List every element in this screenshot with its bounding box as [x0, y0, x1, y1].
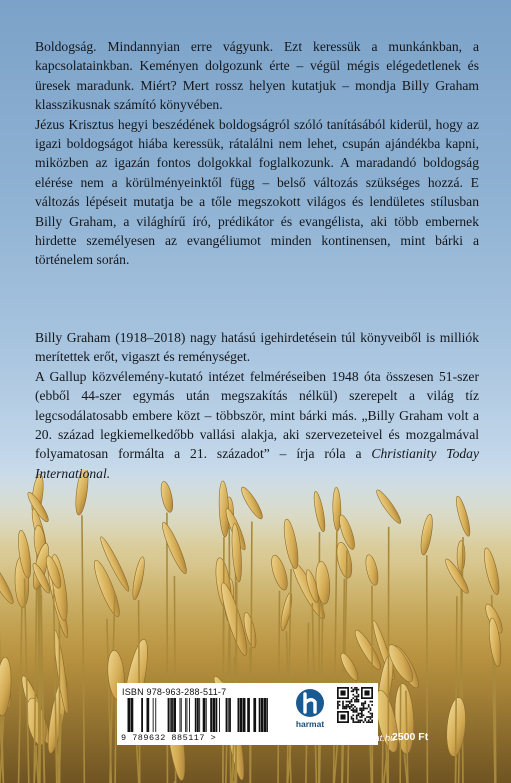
qr-module — [363, 714, 365, 716]
qr-module — [361, 720, 363, 722]
barcode-bar — [195, 698, 197, 732]
qr-module — [337, 702, 339, 704]
barcode-bar — [170, 698, 171, 732]
qr-module — [356, 699, 358, 701]
barcode-bar — [168, 698, 170, 732]
publisher-name: harmat — [295, 719, 325, 729]
barcode-bar — [267, 698, 268, 732]
publisher-website: www.harmat.hu — [330, 733, 396, 744]
publisher-logo — [285, 686, 335, 742]
wheat-stem — [223, 537, 224, 783]
qr-module — [370, 701, 372, 703]
qr-module — [356, 696, 358, 698]
qr-module — [337, 706, 339, 708]
qr-module — [351, 706, 353, 708]
qr-module — [356, 687, 358, 689]
qr-module — [351, 690, 353, 692]
qr-module — [351, 718, 353, 720]
barcode-bar — [212, 698, 215, 732]
qr-module — [370, 713, 372, 715]
barcode-bar — [171, 698, 173, 732]
qr-module — [342, 701, 344, 703]
qr-module — [349, 702, 351, 704]
qr-module — [347, 706, 349, 708]
qr-module — [361, 711, 363, 713]
barcode-bar — [203, 698, 206, 732]
source-italic-text: Christianity Today International. — [35, 446, 480, 481]
qr-module — [354, 701, 356, 703]
barcode-bar — [185, 698, 186, 732]
barcode-bar — [229, 698, 231, 732]
qr-module — [356, 716, 358, 718]
qr-module — [368, 716, 370, 718]
qr-module — [363, 709, 365, 711]
qr-module — [352, 721, 354, 723]
qr-module — [354, 689, 356, 691]
barcode-bar — [187, 698, 188, 732]
qr-module — [361, 713, 363, 715]
qr-module — [356, 714, 358, 716]
qr-module — [351, 701, 353, 703]
barcode-bar — [141, 698, 143, 732]
qr-module — [349, 706, 351, 708]
barcode-bar — [199, 698, 200, 732]
wheat-stem — [495, 667, 496, 783]
qr-module — [352, 694, 354, 696]
qr-module — [342, 702, 344, 704]
qr-module — [352, 720, 354, 722]
author-gallup-text — [35, 367, 479, 483]
qr-module — [359, 708, 361, 710]
barcode-bar — [247, 698, 250, 732]
qr-module — [354, 687, 356, 689]
barcode-bar — [128, 698, 131, 732]
qr-module — [356, 692, 358, 694]
qr-module — [364, 701, 366, 703]
qr-module — [339, 704, 341, 706]
qr-module — [363, 702, 365, 704]
qr-module — [352, 689, 354, 691]
qr-module — [346, 701, 348, 703]
barcode-bar — [206, 698, 207, 732]
wheat-ear — [457, 541, 465, 572]
qr-module — [352, 718, 354, 720]
barcode-bar — [238, 698, 240, 732]
barcode-bar — [181, 698, 182, 732]
qr-module — [363, 704, 365, 706]
barcode-digits: 9 789632 885117 > — [121, 733, 217, 743]
barcode-bar — [216, 698, 218, 732]
harmat-h-icon — [285, 686, 335, 720]
qr-module — [351, 704, 353, 706]
barcode-bar — [261, 698, 264, 732]
blurb-paragraph-1 — [35, 37, 479, 270]
qr-module — [358, 694, 360, 696]
qr-module — [354, 696, 356, 698]
barcode-bar — [243, 698, 246, 732]
gallup-main-text: A Gallup közvélemény-kutató intézet felméréseiben 1948 óta összesen 51-szer (ebből 44-szer egymás után megszakítás nélkül) szerepelt a világ tíz legcsodálatosabb embere közt – többször, mint bárki más. „Billy Graham volt a 20. század legkiemelkedőbb vallási alakja, aki szervezeteivel és mozgalmával folyamatosan formálta a 21. századot” – írja róla a — [35, 368, 479, 462]
qr-module — [371, 713, 373, 715]
qr-module — [356, 697, 358, 699]
qr-module — [346, 706, 348, 708]
qr-module — [368, 704, 370, 706]
qr-module — [347, 701, 349, 703]
qr-module — [358, 721, 360, 723]
qr-module — [361, 716, 363, 718]
qr-module — [349, 701, 351, 703]
qr-module — [358, 699, 360, 701]
qr-module — [368, 711, 370, 713]
barcode-bar — [226, 698, 228, 732]
barcode-bar — [153, 698, 154, 732]
qr-module — [351, 709, 353, 711]
qr-module — [358, 689, 360, 691]
barcode-bar — [180, 698, 181, 732]
qr-module — [351, 716, 353, 718]
qr-module — [352, 704, 354, 706]
qr-module — [354, 699, 356, 701]
barcode-bar — [173, 698, 176, 732]
qr-module — [349, 708, 351, 710]
barcode-bar — [155, 698, 156, 732]
qr-module — [354, 706, 356, 708]
qr-module — [356, 708, 358, 710]
qr-module — [354, 721, 356, 723]
qr-module — [359, 709, 361, 711]
barcode-bar — [253, 698, 256, 732]
qr-module — [361, 714, 363, 716]
barcode-bar — [259, 698, 261, 732]
qr-module — [359, 716, 361, 718]
barcode-bar — [264, 698, 267, 732]
qr-module — [346, 708, 348, 710]
qr-module — [364, 720, 366, 722]
qr-module — [358, 696, 360, 698]
qr-module — [356, 721, 358, 723]
qr-module — [359, 720, 361, 722]
qr-module — [361, 709, 363, 711]
qr-finder — [340, 714, 345, 719]
qr-module — [371, 716, 373, 718]
qr-module — [371, 701, 373, 703]
blurb-intro-text: Boldogság. Mindannyian erre vágyunk. Ezt keressük a munkánkban, a kapcsolatainkban. Keményen dolgozunk érte – végül mégis elégedetlenek és üresek maradunk. Miért? Mert rossz helyen kutatjuk – mondja Billy Graham klasszikusnak számító könyvében. — [35, 39, 479, 113]
barcode-bar — [131, 698, 134, 732]
qr-module — [346, 704, 348, 706]
qr-module — [371, 720, 373, 722]
qr-module — [337, 708, 339, 710]
qr-module — [366, 708, 368, 710]
qr-module — [363, 706, 365, 708]
qr-module — [352, 708, 354, 710]
qr-module — [342, 704, 344, 706]
barcode-bar — [240, 698, 243, 732]
author-bio-paragraph — [35, 328, 479, 483]
qr-module — [364, 708, 366, 710]
qr-module — [356, 718, 358, 720]
barcode-bar — [219, 698, 220, 732]
author-bio-text: Billy Graham (1918–2018) nagy hatású igehirdetésein túl könyveiből is milliók merítettek erőt, vigaszt és reménységet. — [35, 330, 479, 365]
qr-module — [368, 721, 370, 723]
qr-module — [352, 714, 354, 716]
qr-module — [361, 702, 363, 704]
qr-module — [371, 704, 373, 706]
qr-module — [354, 709, 356, 711]
barcode-bar — [228, 698, 229, 732]
qr-module — [339, 701, 341, 703]
qr-module — [366, 721, 368, 723]
qr-module — [344, 706, 346, 708]
qr-module — [356, 690, 358, 692]
qr-module — [363, 721, 365, 723]
qr-module — [368, 720, 370, 722]
qr-module — [352, 709, 354, 711]
qr-module — [361, 708, 363, 710]
qr-module — [347, 704, 349, 706]
qr-module — [351, 699, 353, 701]
qr-module — [366, 716, 368, 718]
barcode-bar — [210, 698, 212, 732]
barcode-bar — [197, 698, 199, 732]
qr-module — [359, 721, 361, 723]
qr-module — [371, 721, 373, 723]
qr-module — [356, 709, 358, 711]
qr-module — [356, 701, 358, 703]
barcode-bar — [189, 698, 190, 732]
qr-finder — [364, 690, 369, 695]
qr-module — [337, 704, 339, 706]
qr-module — [342, 708, 344, 710]
qr-module — [371, 714, 373, 716]
qr-module — [358, 701, 360, 703]
qr-module — [370, 708, 372, 710]
qr-module — [358, 720, 360, 722]
qr-module — [370, 718, 372, 720]
qr-module — [342, 706, 344, 708]
price-label: 2500 Ft — [392, 731, 429, 743]
qr-module — [356, 689, 358, 691]
qr-module — [358, 714, 360, 716]
qr-module — [368, 706, 370, 708]
qr-code-icon — [337, 687, 373, 723]
qr-module — [364, 718, 366, 720]
barcode-icon — [122, 698, 272, 732]
qr-module — [364, 702, 366, 704]
qr-module — [363, 708, 365, 710]
qr-module — [337, 701, 339, 703]
qr-finder — [340, 690, 345, 695]
qr-module — [370, 709, 372, 711]
qr-module — [370, 716, 372, 718]
barcode-bar — [147, 698, 150, 732]
qr-module — [344, 708, 346, 710]
qr-module — [352, 697, 354, 699]
qr-module — [370, 721, 372, 723]
blurb-main-text: Jézus Krisztus hegyi beszédének boldogságról szóló tanításából kiderül, hogy az igazi boldogságot hiába keressük, rátalálni nem lehet, csupán ajándékba kapni, miközben az igazán fontos dolgokkal foglalkozunk. A maradandó boldogság elérése nem a körülményeinktől függ – belső változás szükséges hozzá. E változás lépéseit mutatja be a tőle megszokott világos és lendületes stílusban Billy Graham, a világhírű író, prédikátor és evangélista, aki több embernek hirdette személyesen az evangéliumot minden kontinensen, mint bárki a történelem során. — [35, 116, 479, 268]
qr-module — [359, 713, 361, 715]
qr-module — [351, 687, 353, 689]
qr-module — [354, 711, 356, 713]
qr-module — [352, 690, 354, 692]
isbn-label: ISBN 978-963-288-511-7 — [122, 687, 227, 697]
wheat-stem — [427, 555, 428, 783]
wheat-stem — [115, 700, 116, 783]
qr-module — [352, 711, 354, 713]
qr-module — [361, 704, 363, 706]
qr-module — [356, 711, 358, 713]
qr-module — [358, 713, 360, 715]
